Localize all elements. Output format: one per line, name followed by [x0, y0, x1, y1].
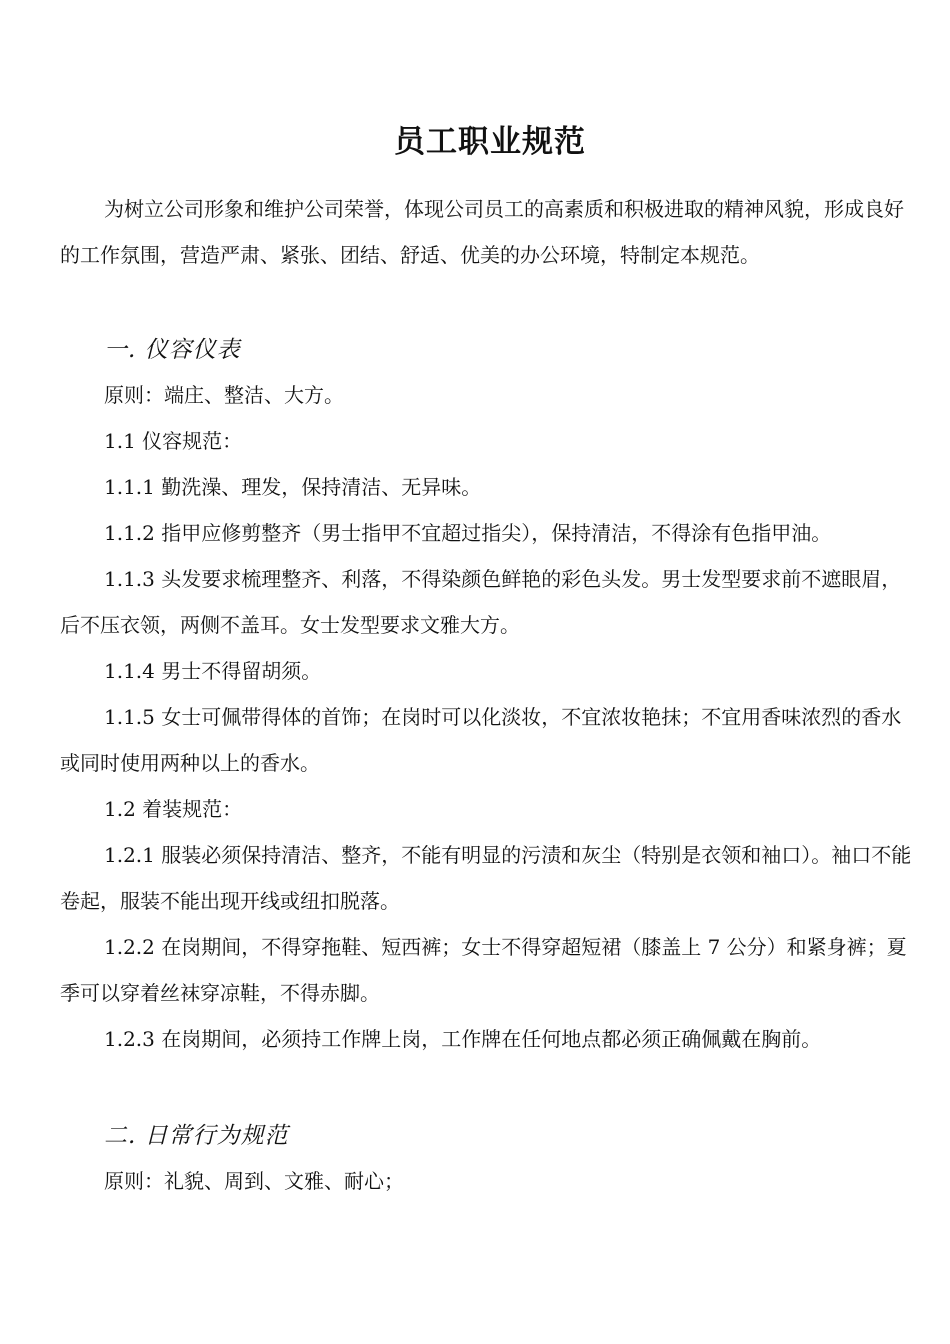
- item-1-2-2: 1.2.2 在岗期间，不得穿拖鞋、短西裤；女士不得穿超短裙（膝盖上 7 公分）和紧身裤；夏季可以穿着丝袜穿凉鞋，不得赤脚。: [60, 935, 907, 1005]
- item-1-1-3: 1.1.3 头发要求梳理整齐、利落，不得染颜色鲜艳的彩色头发。男士发型要求前不遮眼眉，后不压衣领，两侧不盖耳。女士发型要求文雅大方。: [60, 567, 902, 637]
- item-1-2-3: 1.2.3 在岗期间，必须持工作牌上岗，工作牌在任何地点都必须正确佩戴在胸前。: [104, 1027, 822, 1051]
- intro-paragraph: 为树立公司形象和维护公司荣誉，体现公司员工的高素质和积极进取的精神风貌，形成良好的工作氛围，营造严肃、紧张、团结、舒适、优美的办公环境，特制定本规范。: [60, 197, 904, 267]
- item-1-2-1: 1.2.1 服装必须保持清洁、整齐，不能有明显的污渍和灰尘（特别是衣领和袖口）。袖口不能卷起，服装不能出现开线或纽扣脱落。: [60, 843, 912, 913]
- section-heading-1: 一. 仪容仪表: [104, 337, 241, 363]
- section1-principle: 原则：端庄、整洁、大方。: [104, 383, 344, 407]
- document-title: 员工职业规范: [394, 124, 586, 160]
- subsection-title-1-2: 1.2 着装规范：: [104, 797, 243, 821]
- item-1-1-5: 1.1.5 女士可佩带得体的首饰；在岗时可以化淡妆，不宜浓妆艳抹；不宜用香味浓烈的香水或同时使用两种以上的香水。: [60, 705, 902, 775]
- item-1-1-1: 1.1.1 勤洗澡、理发，保持清洁、无异味。: [104, 475, 482, 499]
- section2-principle: 原则：礼貌、周到、文雅、耐心；: [104, 1169, 404, 1193]
- section-heading-2: 二. 日常行为规范: [104, 1123, 289, 1149]
- item-1-1-2: 1.1.2 指甲应修剪整齐（男士指甲不宜超过指尖），保持清洁，不得涂有色指甲油。: [104, 521, 832, 545]
- item-1-1-4: 1.1.4 男士不得留胡须。: [104, 659, 322, 683]
- subsection-title-1-1: 1.1 仪容规范：: [104, 429, 243, 453]
